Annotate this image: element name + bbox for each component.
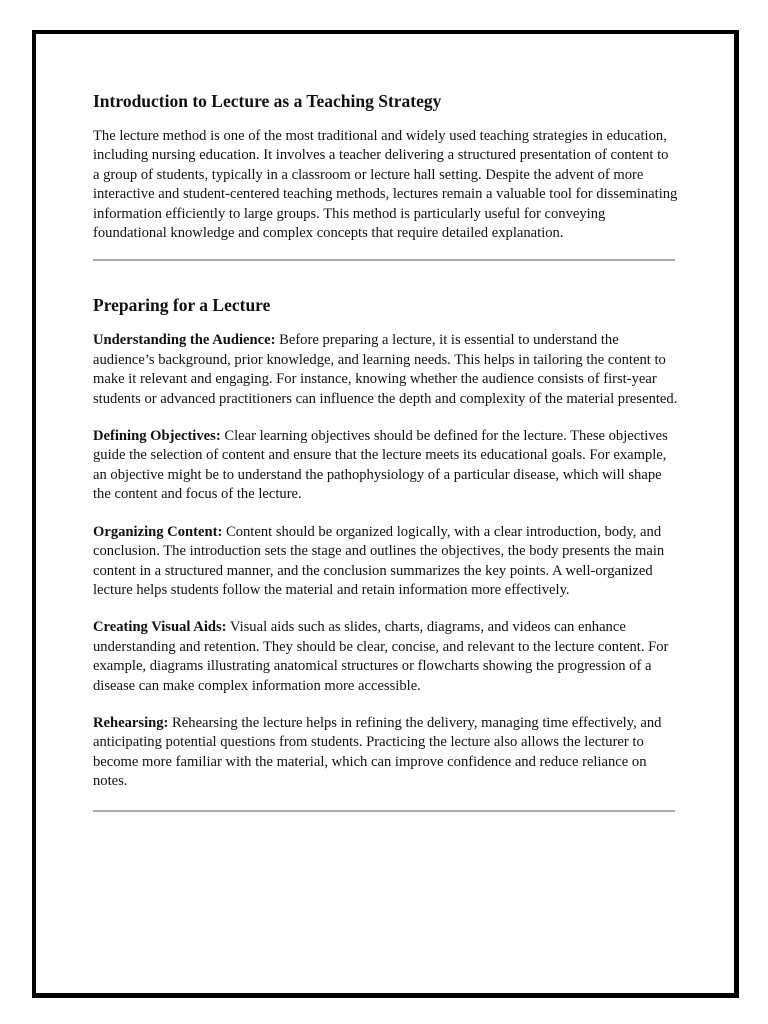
paragraph-text: Rehearsing the lecture helps in refining the delivery, managing time effectively, and anticipating potential questions from students. Practicing the lecture also allows the lecturer to become more familiar with the material, which can improve confidence and reduce reliance on notes.	[93, 714, 662, 790]
paragraph-lead: Defining Objectives:	[93, 428, 221, 445]
page-frame	[32, 30, 739, 998]
section-title-introduction: Introduction to Lecture as a Teaching Strategy	[93, 91, 442, 111]
paragraph-lead: Rehearsing:	[93, 714, 169, 731]
paragraph-rehearsing	[93, 714, 678, 792]
paragraph-text: Visual aids such as slides, charts, diagrams, and videos can enhance understanding and retention. They should be clear, concise, and relevant to the lecture content. For example, diagrams illustrating anatomical structures or flowcharts showing the progression of a disease can make complex information more accessible.	[93, 619, 669, 694]
section-divider	[93, 259, 675, 261]
paragraph-text: Before preparing a lecture, it is essential to understand the audience’s background, prior knowledge, and learning needs. This helps in tailoring the content to make it relevant and engaging. For instance, knowing whether the audience consists of first-year students or advanced practitioners can influence the depth and complexity of the material presented.	[93, 332, 678, 407]
paragraph-lead: Creating Visual Aids:	[93, 619, 227, 636]
paragraph-lead: Organizing Content:	[93, 523, 223, 540]
paragraph-defining-objectives	[93, 427, 678, 505]
paragraph-understanding-audience	[93, 331, 678, 409]
paragraph-creating-visual-aids	[93, 618, 678, 696]
introduction-paragraph: The lecture method is one of the most traditional and widely used teaching strategies in education, including nursing education. It involves a teacher delivering a structured presentation of content to a group of students, typically in a classroom or lecture hall setting. Despite the advent of more interactive and student-centered teaching methods, lectures remain a valuable tool for disseminating information efficiently to large groups. This method is particularly useful for conveying foundational knowledge and complex concepts that require detailed explanation.	[93, 128, 678, 242]
paragraph-text: Content should be organized logically, with a clear introduction, body, and conclusion. The introduction sets the stage and outlines the objectives, the body presents the main content in a structured manner, and the conclusion summarizes the key points. A well-organized lecture helps students follow the material and retain information more effectively.	[93, 523, 665, 598]
paragraph-organizing-content	[93, 523, 678, 601]
paragraph-text: Clear learning objectives should be defined for the lecture. These objectives guide the selection of content and ensure that the lecture meets its educational goals. For example, an objective might be to understand the pathophysiology of a particular disease, which will shape the content and focus of the lecture.	[93, 428, 668, 503]
section-title-preparing: Preparing for a Lecture	[93, 295, 271, 316]
document-content	[93, 86, 678, 812]
section-divider	[93, 810, 675, 812]
paragraph-lead: Understanding the Audience:	[93, 332, 276, 349]
